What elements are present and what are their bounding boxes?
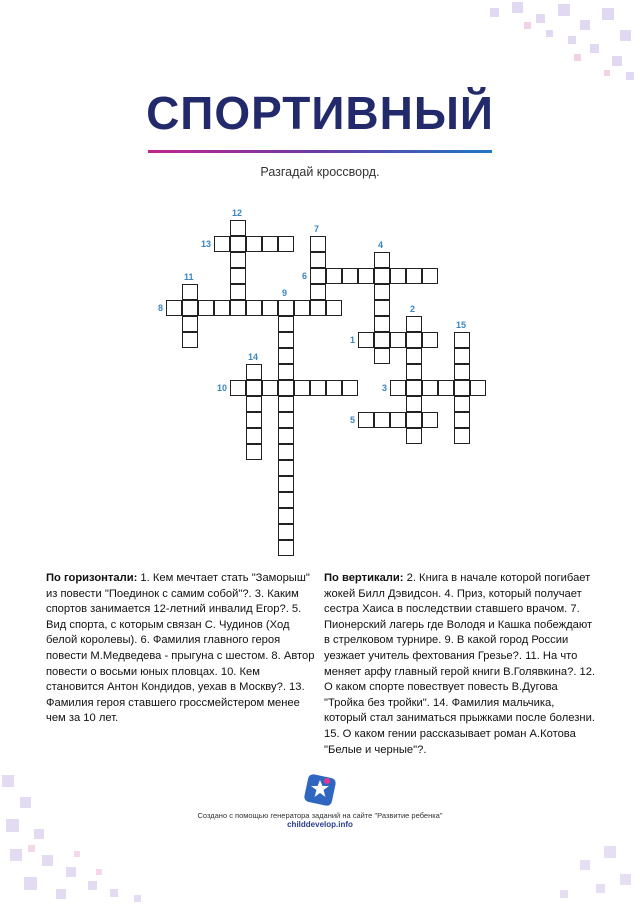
footer-link[interactable]: childdevelop.info [287, 820, 353, 829]
crossword-cell [342, 380, 358, 396]
crossword-cell [406, 332, 422, 348]
clues-horizontal [46, 571, 316, 727]
clue-number-8: 8 [158, 303, 164, 313]
clue-number-12: 12 [232, 208, 243, 218]
crossword-cell [310, 380, 326, 396]
crossword-cell [278, 300, 294, 316]
crossword-cell [278, 492, 294, 508]
crossword-cell [326, 268, 342, 284]
crossword-cell [374, 412, 390, 428]
crossword-cell [230, 380, 246, 396]
crossword-cell [422, 412, 438, 428]
crossword-cell [278, 396, 294, 412]
clue-number-11: 11 [184, 272, 194, 282]
clue-number-15: 15 [456, 320, 467, 330]
crossword-cell [278, 460, 294, 476]
crossword-cell [278, 316, 294, 332]
crossword-cell [358, 332, 374, 348]
clue-number-3: 3 [382, 383, 388, 393]
crossword-cell [454, 332, 470, 348]
crossword-cell [262, 236, 278, 252]
crossword-cell [310, 236, 326, 252]
crossword-cell [230, 268, 246, 284]
crossword-cell [470, 380, 486, 396]
crossword-cell [246, 396, 262, 412]
crossword-cell [310, 284, 326, 300]
crossword-cell [438, 380, 454, 396]
crossword-cell [278, 412, 294, 428]
clue-number-2: 2 [410, 304, 416, 314]
crossword-cell [374, 332, 390, 348]
crossword-cell [166, 300, 182, 316]
crossword-cell [278, 540, 294, 556]
crossword-cell [390, 380, 406, 396]
crossword-cell [262, 300, 278, 316]
clue-number-14: 14 [248, 352, 259, 362]
crossword-cell [246, 428, 262, 444]
crossword-cell [246, 412, 262, 428]
crossword-cell [454, 348, 470, 364]
crossword-cell [390, 268, 406, 284]
clue-number-5: 5 [350, 415, 356, 425]
clue-number-10: 10 [217, 383, 228, 393]
crossword-cell [278, 380, 294, 396]
clues-vertical-text: 2. Книга в начале которой погибает жокей Билл Дэвидсон. 4. Приз, который получает сестра Хаиса в последствии ставшего врачом. 7. Пионерский лагерь где Володя и Кашка побеждают в стрелковом турнире. 9. В какой город России уезжает учитель фехтования Грезье?. 11. На что меняет арфу главный герой книги В.Голявкина?. 12. О каком спорте повествует повесть В.Дугова "Тройка без тройки". 14. Фамилия мальчика, который стал заниматься прыжками после болезни. 15. О каком гении рассказывает роман А.Котова "Белые и черные"?. [324, 572, 596, 756]
crossword-cell [278, 444, 294, 460]
crossword-cell [230, 236, 246, 252]
crossword-cell [278, 524, 294, 540]
clues-vertical [324, 571, 600, 758]
page-title: СПОРТИВНЫЙ [146, 87, 494, 139]
crossword-cell [230, 220, 246, 236]
clues-vertical-label: По вертикали: [324, 572, 404, 584]
crossword-cell [310, 252, 326, 268]
crossword-cell [294, 380, 310, 396]
crossword-cell [454, 364, 470, 380]
instruction-text: Разгадай кроссворд. [260, 165, 380, 179]
crossword-cell [406, 268, 422, 284]
crossword-cell [326, 380, 342, 396]
crossword-cell [406, 364, 422, 380]
crossword-cell [454, 428, 470, 444]
crossword-cell [374, 348, 390, 364]
crossword-cell [406, 396, 422, 412]
crossword-cell [422, 332, 438, 348]
crossword-cell [246, 444, 262, 460]
crossword-cell [406, 316, 422, 332]
crossword-cell [374, 300, 390, 316]
decorative-squares-top-right [470, 0, 640, 90]
crossword-cell [278, 236, 294, 252]
crossword-cell [374, 284, 390, 300]
crossword-cell [390, 412, 406, 428]
crossword-cell [326, 300, 342, 316]
crossword-cell [422, 380, 438, 396]
crossword-cell [374, 252, 390, 268]
crossword-cell [406, 412, 422, 428]
crossword-cell [246, 300, 262, 316]
clue-number-1: 1 [350, 335, 356, 345]
crossword-cell [278, 348, 294, 364]
crossword-cell [230, 300, 246, 316]
crossword-cell [406, 348, 422, 364]
clue-number-13: 13 [201, 239, 212, 249]
decorative-squares-bottom-right [520, 820, 640, 905]
crossword-cell [358, 268, 374, 284]
clue-number-6: 6 [302, 271, 308, 281]
clues-horizontal-label: По горизонтали: [46, 572, 138, 584]
crossword-cell [278, 476, 294, 492]
crossword-cell [278, 332, 294, 348]
crossword-cell [390, 332, 406, 348]
crossword-cell [278, 508, 294, 524]
crossword-cell [310, 268, 326, 284]
crossword-cell [454, 396, 470, 412]
footer-text: Создано с помощью генератора заданий на сайте "Развитие ребенка" [197, 811, 443, 820]
crossword-cell [182, 332, 198, 348]
crossword-cell [198, 300, 214, 316]
crossword-cell [246, 236, 262, 252]
clue-number-4: 4 [378, 240, 384, 250]
crossword-cell [454, 412, 470, 428]
crossword-cell [278, 364, 294, 380]
crossword-cell [358, 412, 374, 428]
crossword-cell [246, 364, 262, 380]
crossword-cell [182, 300, 198, 316]
crossword-cell [262, 380, 278, 396]
crossword-cell [406, 380, 422, 396]
crossword-cell [246, 380, 262, 396]
crossword-cell [230, 252, 246, 268]
crossword-cell [182, 284, 198, 300]
crossword-cell [214, 300, 230, 316]
crossword-cell [278, 428, 294, 444]
crossword-cell [294, 300, 310, 316]
crossword-cell [374, 316, 390, 332]
crossword-cell [182, 316, 198, 332]
crossword-cell [422, 268, 438, 284]
crossword-cell [310, 300, 326, 316]
crossword-cell [230, 284, 246, 300]
site-logo-icon [302, 772, 338, 808]
crossword-cell [374, 268, 390, 284]
title-underline [148, 150, 492, 153]
clues-horizontal-text: 1. Кем мечтает стать "Заморыш" из повести "Поединок с самим собой"?. 3. Каким спортов занимается 12-летний инвалид Егор?. 5. Вид спорта, с которым связан С. Чудинов (Ход белой королевы). 6. Фамилия главного героя повести М.Медведева - прыгуна с шестом. 8. Автор повести о восьми юных пловцах. 10. Кем становится Антон Кондидов, уехав в Москву?. 13. Фамилия героя ставшего гроссмейстером менее чем за 10 лет. [46, 572, 315, 725]
clue-number-7: 7 [314, 224, 320, 234]
crossword-cell [214, 236, 230, 252]
crossword-cell [342, 268, 358, 284]
crossword-cell [406, 428, 422, 444]
crossword-cell [454, 380, 470, 396]
clue-number-9: 9 [282, 288, 288, 298]
